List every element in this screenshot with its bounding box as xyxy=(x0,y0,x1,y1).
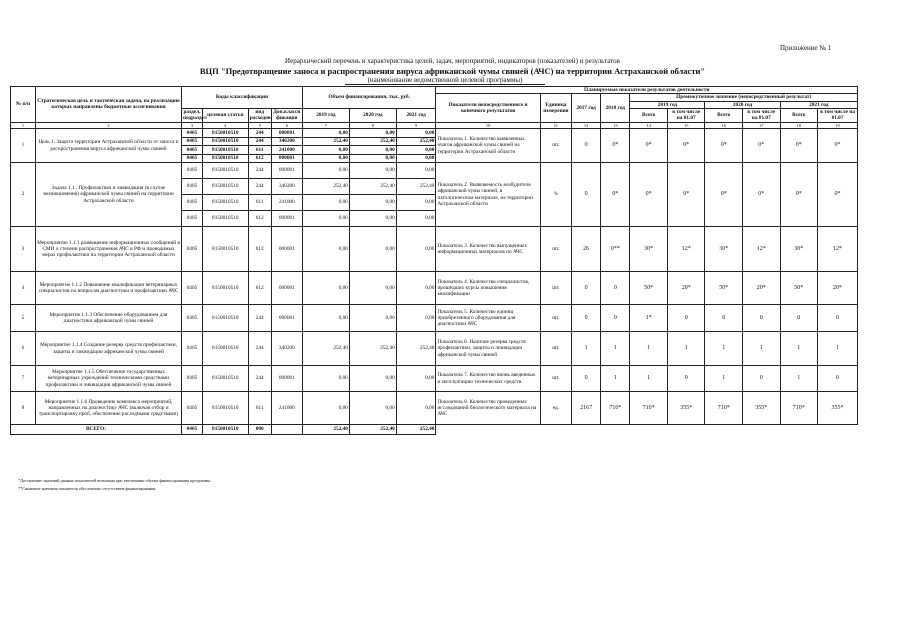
indicator-value: 50* xyxy=(780,272,818,305)
indicator-value: 20* xyxy=(667,272,705,305)
row-number: 3 xyxy=(11,227,36,272)
program-caption: (наименование ведомственной целевой программы) xyxy=(345,76,545,84)
footnote-2: **Снижение значения показателя обусловлено отсутствием финансирования. xyxy=(18,486,157,491)
row-number: 8 xyxy=(11,392,36,425)
indicator-value: 710* xyxy=(601,392,630,425)
financing-cell: 0,00 xyxy=(302,211,349,227)
indicator-value: 0* xyxy=(818,129,858,163)
header-incl-2019: в том числе на 01.07 xyxy=(667,109,705,123)
header-section: раздел, подраздел xyxy=(183,109,207,122)
financing-cell: 0,00 xyxy=(302,154,349,163)
indicator-value: 0 xyxy=(780,305,818,332)
row-number: 1 xyxy=(11,129,36,163)
indicator-value: 0* xyxy=(780,163,818,227)
indicator-value: 0* xyxy=(705,163,743,227)
financing-cell: 252,40 xyxy=(396,179,436,195)
indicator-value: 355* xyxy=(818,392,858,425)
indicator-value: 0 xyxy=(601,305,630,332)
row-goal: Задача 1.1 . Профилактика и ликвидация (в случае возникновения) африканской чумы свиней на территории Астраханской области xyxy=(36,163,182,227)
indicator-value: 1 xyxy=(743,332,781,366)
row-indicator: Показатель 2. Выявляемость возбудителя африканской чумы свиней, в патологическом материале, на территории Астраханской области xyxy=(436,163,540,227)
indicator-value: 1 xyxy=(780,332,818,366)
header-no: № п/п xyxy=(11,87,36,123)
financing-cell: 0,00 xyxy=(302,195,349,211)
row-indicator: Показатель 7. Количество вновь введенных в эксплуатацию технических средств xyxy=(436,366,540,392)
financing-cell: 0,00 xyxy=(302,163,349,179)
header-fin-2021: 2021 год xyxy=(396,109,436,123)
indicator-value: 0* xyxy=(630,163,668,227)
code-cell: 8150010510 xyxy=(202,332,248,366)
code-cell: 0405 xyxy=(182,227,203,272)
code-cell: 8150010510 xyxy=(202,366,248,392)
indicator-value: 710* xyxy=(705,392,743,425)
indicator-value: 0 xyxy=(818,305,858,332)
indicator-value: 0* xyxy=(780,129,818,163)
row-unit: шт. xyxy=(540,227,571,272)
financing-cell: 0,00 xyxy=(349,392,396,425)
financing-cell: 0,00 xyxy=(302,129,349,138)
row-number: 7 xyxy=(11,366,36,392)
financing-cell: 0,00 xyxy=(302,272,349,305)
row-unit: шт. xyxy=(540,366,571,392)
financing-cell: 0,00 xyxy=(396,129,436,138)
code-cell: 241000 xyxy=(271,146,302,155)
financing-cell: 252,40 xyxy=(396,332,436,366)
column-number: 12 xyxy=(572,122,601,128)
code-cell: 8150010510 xyxy=(202,129,248,138)
financing-cell: 0,00 xyxy=(349,129,396,138)
indicator-value: 1 xyxy=(818,332,858,366)
table-row xyxy=(11,129,858,138)
code-cell: 611 xyxy=(248,392,271,425)
total-cell: 252,40 xyxy=(349,425,396,435)
column-number: 10 xyxy=(436,122,540,128)
row-unit: шт. xyxy=(540,332,571,366)
code-cell: 8150010510 xyxy=(202,211,248,227)
column-number: 9 xyxy=(396,122,436,128)
column-number: 3 xyxy=(182,122,203,128)
indicator-value: 1 xyxy=(667,332,705,366)
financing-cell: 0,00 xyxy=(396,305,436,332)
code-cell: 611 xyxy=(248,195,271,211)
indicator-value: 30* xyxy=(630,227,668,272)
code-cell: 8150010510 xyxy=(202,179,248,195)
financing-cell: 0,00 xyxy=(349,227,396,272)
financing-cell: 252,40 xyxy=(302,332,349,366)
indicator-value: 0* xyxy=(667,163,705,227)
header-codes: Коды классификации xyxy=(182,87,303,109)
code-cell: 0405 xyxy=(182,272,203,305)
code-cell: 244 xyxy=(248,305,271,332)
header-unit: Единица измерения xyxy=(540,94,571,122)
financing-cell: 0,00 xyxy=(349,163,396,179)
row-indicator: Показатель 1. Количество выявленных очагов африканской чумы свиней на территории Астраханской области xyxy=(436,129,540,163)
header-total-2020: Всего xyxy=(705,109,743,123)
code-cell: 0405 xyxy=(182,154,203,163)
document-title: ВЦП "Предотвращение заноса и распространения вируса африканской чумы свиней (АЧС) на территории Астраханской области" xyxy=(199,66,706,76)
header-int-2021: 2021 год xyxy=(780,101,857,108)
indicator-value: 0 xyxy=(572,305,601,332)
code-cell: 000001 xyxy=(271,211,302,227)
indicator-value: 0** xyxy=(601,227,630,272)
code-cell: 244 xyxy=(248,366,271,392)
code-cell: 0405 xyxy=(182,195,203,211)
indicator-value: 355* xyxy=(743,392,781,425)
financing-cell: 0,00 xyxy=(349,211,396,227)
row-unit: шт. xyxy=(540,305,571,332)
code-cell: 000001 xyxy=(271,305,302,332)
financing-cell: 252,40 xyxy=(396,137,436,146)
code-cell: 244 xyxy=(248,332,271,366)
indicator-value: 50* xyxy=(630,272,668,305)
indicator-value: 0 xyxy=(818,366,858,392)
row-goal: Мероприятие 1.1.1 размещение информационных сообщений в СМИ о степени распространения АЧС в РФ и проводимых мерах профилактики на территории Астраханской области xyxy=(36,227,182,272)
row-goal: Цель 1. Защита территории Астраханской области от заноса и распространения вируса африканской чумы свиней xyxy=(36,129,182,163)
document-subtitle: Иерархический перечень и характеристика целей, задач, мероприятий, индикаторов (показателей) и результатов xyxy=(285,57,620,65)
financing-cell: 252,40 xyxy=(302,179,349,195)
total-cell: 252,40 xyxy=(396,425,436,435)
indicator-value: 50* xyxy=(705,272,743,305)
code-cell: 000001 xyxy=(271,129,302,138)
financing-cell: 0,00 xyxy=(349,195,396,211)
financing-cell: 0,00 xyxy=(302,366,349,392)
appendix-label: Приложение № 1 xyxy=(780,44,832,52)
row-indicator: Показатель 8. Количество проведенных исследований биологического материала на АЧС xyxy=(436,392,540,425)
row-indicator: Показатель 6. Наличие резерва средств профилактики, защиты и ликвидации африканской чумы свиней xyxy=(436,332,540,366)
financing-cell: 252,40 xyxy=(349,137,396,146)
column-number: 6 xyxy=(271,122,302,128)
header-2017: 2017 год xyxy=(572,94,601,122)
header-fin-2020: 2020 год xyxy=(349,109,396,123)
financing-cell: 252,40 xyxy=(349,332,396,366)
code-cell: 241000 xyxy=(271,392,302,425)
indicator-value: 0 xyxy=(572,272,601,305)
financing-cell: 252,40 xyxy=(349,179,396,195)
code-cell: 612 xyxy=(248,211,271,227)
code-cell: 000001 xyxy=(271,154,302,163)
footnote-1: *Достижение значений данных показателей возможно при увеличении объема финансирования программы. xyxy=(18,478,212,483)
code-cell: 0405 xyxy=(182,366,203,392)
indicator-value: 1 xyxy=(705,366,743,392)
indicator-value: 0 xyxy=(572,366,601,392)
indicator-value: 0* xyxy=(743,163,781,227)
row-goal: Мероприятие 1.1.5 Обеспечение государственных ветеринарных учреждений техническими средствами профилактики и ликвидации африканской чумы свиней xyxy=(36,366,182,392)
indicator-value: 0 xyxy=(743,366,781,392)
indicator-value: 0* xyxy=(705,129,743,163)
row-goal: Мероприятие 1.1.2 Повышение квалификации ветеринарных специалистов по вопросам диагностики и профилактики АЧС xyxy=(36,272,182,305)
code-cell: 0405 xyxy=(182,211,203,227)
code-cell: 8150010510 xyxy=(202,392,248,425)
code-cell: 8150010510 xyxy=(202,137,248,146)
code-cell: 8150010510 xyxy=(202,146,248,155)
header-goal: Стратегическая цель и тактическая задача, на реализацию которых направлены бюджетные ассигнования xyxy=(36,87,182,123)
indicator-value: 0 xyxy=(667,305,705,332)
column-number: 7 xyxy=(302,122,349,128)
indicator-value: 1 xyxy=(630,332,668,366)
code-cell: 244 xyxy=(248,179,271,195)
financing-cell: 0,00 xyxy=(302,146,349,155)
header-2018: 2018 год xyxy=(601,94,630,122)
financing-cell: 0,00 xyxy=(349,272,396,305)
header-intermediate: Промежуточное значение (непосредственный результат) xyxy=(630,94,858,101)
header-target-article: целевая статья xyxy=(202,109,248,123)
indicator-value: 0 xyxy=(572,129,601,163)
row-number: 2 xyxy=(11,163,36,227)
column-number: 15 xyxy=(667,122,705,128)
code-cell: 8150010510 xyxy=(202,272,248,305)
column-number: 13 xyxy=(601,122,630,128)
indicator-value: 0 xyxy=(705,305,743,332)
table-row xyxy=(11,392,858,425)
code-cell: 0405 xyxy=(182,129,203,138)
column-number: 5 xyxy=(248,122,271,128)
code-cell: 8150010510 xyxy=(202,154,248,163)
program-table xyxy=(10,86,858,435)
total-cell: 252,40 xyxy=(302,425,349,435)
column-number: 17 xyxy=(743,122,781,128)
code-cell: 340200 xyxy=(271,179,302,195)
indicator-value: 1 xyxy=(705,332,743,366)
financing-cell: 0,00 xyxy=(302,305,349,332)
code-cell: 612 xyxy=(248,227,271,272)
indicator-value: 1 xyxy=(630,366,668,392)
indicator-value: 1 xyxy=(572,332,601,366)
table-row xyxy=(11,272,858,305)
row-number: 4 xyxy=(11,272,36,305)
financing-cell: 0,00 xyxy=(349,305,396,332)
code-cell: 612 xyxy=(248,154,271,163)
indicator-value: 26 xyxy=(572,227,601,272)
indicator-value: 0 xyxy=(572,163,601,227)
table-row xyxy=(11,163,858,179)
indicator-value: 12* xyxy=(743,227,781,272)
code-cell: 241000 xyxy=(271,195,302,211)
financing-cell: 0,00 xyxy=(396,154,436,163)
total-cell: 8150010510 xyxy=(202,425,248,435)
column-number: 4 xyxy=(202,122,248,128)
indicator-value: 710* xyxy=(630,392,668,425)
column-number: 11 xyxy=(540,122,571,128)
column-number: 1 xyxy=(11,122,36,128)
indicator-value: 0* xyxy=(630,129,668,163)
indicator-value: 0 xyxy=(601,272,630,305)
code-cell: 000001 xyxy=(271,366,302,392)
financing-cell: 0,00 xyxy=(349,366,396,392)
code-cell: 8150010510 xyxy=(202,195,248,211)
table-row xyxy=(11,332,858,366)
header-planned: Планируемые показатели результатов деятельности xyxy=(436,87,858,94)
indicator-value: 0* xyxy=(743,129,781,163)
financing-cell: 0,00 xyxy=(396,392,436,425)
column-number: 16 xyxy=(705,122,743,128)
header-incl-2020: в том числе на 01.07 xyxy=(743,109,781,123)
header-int-2019: 2019 год xyxy=(630,101,705,108)
row-indicator: Показатель 4. Количество специалистов, прошедших курсы повышения квалификации xyxy=(436,272,540,305)
code-cell: 340200 xyxy=(271,137,302,146)
column-number: 14 xyxy=(630,122,668,128)
financing-cell: 0,00 xyxy=(396,195,436,211)
row-unit: шт. xyxy=(540,272,571,305)
financing-cell: 252,40 xyxy=(302,137,349,146)
code-cell: 612 xyxy=(248,272,271,305)
indicator-value: 1* xyxy=(630,305,668,332)
code-cell: 611 xyxy=(248,146,271,155)
indicator-value: 30* xyxy=(705,227,743,272)
header-total-2021: Всего xyxy=(780,109,818,123)
code-cell: 0405 xyxy=(182,305,203,332)
financing-cell: 0,00 xyxy=(302,227,349,272)
financing-cell: 0,00 xyxy=(396,272,436,305)
code-cell: 8150010510 xyxy=(202,227,248,272)
column-number: 8 xyxy=(349,122,396,128)
indicator-value: 0* xyxy=(818,163,858,227)
financing-cell: 0,00 xyxy=(349,154,396,163)
code-cell: 0405 xyxy=(182,332,203,366)
code-cell: 0405 xyxy=(182,179,203,195)
indicator-value: 0 xyxy=(667,366,705,392)
total-cell xyxy=(271,425,302,435)
indicator-value: 20* xyxy=(818,272,858,305)
row-unit: % xyxy=(540,163,571,227)
header-int-2020: 2020 год xyxy=(705,101,780,108)
indicator-value: 0 xyxy=(743,305,781,332)
code-cell: 244 xyxy=(248,129,271,138)
table-row xyxy=(11,305,858,332)
total-label: ВСЕГО: xyxy=(11,425,182,435)
row-goal: Мероприятие 1.1.3 Обеспечение оборудованием для диагностики африканской чумы свиней xyxy=(36,305,182,332)
indicator-value: 1 xyxy=(601,332,630,366)
table-row xyxy=(11,227,858,272)
indicator-value: 1 xyxy=(601,366,630,392)
indicator-value: 2167 xyxy=(572,392,601,425)
code-cell: 244 xyxy=(248,163,271,179)
row-indicator: Показатель 5. Количество единиц приобретенного оборудования для диагностики АЧС xyxy=(436,305,540,332)
table-row xyxy=(11,366,858,392)
financing-cell: 0,00 xyxy=(349,146,396,155)
financing-cell: 0,00 xyxy=(396,163,436,179)
header-indicator: Показатели непосредственного и конечного результатов xyxy=(436,94,540,122)
financing-cell: 0,00 xyxy=(396,146,436,155)
row-goal: Мероприятие 1.1.4 Создание резерва средств профилактики, защиты и ликвидации африканской чумы свиней xyxy=(36,332,182,366)
total-cell: 000 xyxy=(248,425,271,435)
financing-cell: 0,00 xyxy=(396,211,436,227)
indicator-value: 12* xyxy=(667,227,705,272)
code-cell: 000001 xyxy=(271,227,302,272)
indicator-value: 12* xyxy=(818,227,858,272)
header-total-2019: Всего xyxy=(630,109,668,123)
code-cell: 000001 xyxy=(271,163,302,179)
column-number: 2 xyxy=(36,122,182,128)
header-incl-2021: в том числе на 01.07 xyxy=(818,109,858,123)
code-cell: 0405 xyxy=(182,146,203,155)
financing-cell: 0,00 xyxy=(396,366,436,392)
financing-cell: 0,00 xyxy=(396,227,436,272)
header-fin-2019: 2019 год xyxy=(302,109,349,123)
header-extra-class: Доп.класси фикация xyxy=(271,109,302,123)
indicator-value: 0* xyxy=(601,163,630,227)
code-cell: 0405 xyxy=(182,392,203,425)
code-cell: 0405 xyxy=(182,137,203,146)
indicator-value: 0* xyxy=(601,129,630,163)
row-number: 5 xyxy=(11,305,36,332)
column-number: 19 xyxy=(818,122,858,128)
row-unit: ед. xyxy=(540,392,571,425)
row-indicator: Показатель 3. Количество выпущенных информационных материалов по АЧС xyxy=(436,227,540,272)
indicator-value: 0* xyxy=(667,129,705,163)
total-row xyxy=(11,425,858,435)
indicator-value: 1 xyxy=(780,366,818,392)
code-cell: 8150010510 xyxy=(202,163,248,179)
column-number: 18 xyxy=(780,122,818,128)
header-expense-type: вид расходов xyxy=(249,109,271,122)
financing-cell: 0,00 xyxy=(302,392,349,425)
indicator-value: 355* xyxy=(667,392,705,425)
indicator-value: 20* xyxy=(743,272,781,305)
code-cell: 0405 xyxy=(182,163,203,179)
row-unit: шт. xyxy=(540,129,571,163)
header-financing: Объем финансирования, тыс. руб. xyxy=(302,87,436,109)
row-number: 6 xyxy=(11,332,36,366)
total-cell: 0405 xyxy=(182,425,203,435)
row-goal: Мероприятие 1.1.6 Проведение комплекса мероприятий, направленных на диагностику АЧС (включая отбор и транспортировку проб, обеспечение расходными средствами) xyxy=(36,392,182,425)
indicator-value: 710* xyxy=(780,392,818,425)
indicator-value: 30* xyxy=(780,227,818,272)
code-cell: 8150010510 xyxy=(202,305,248,332)
code-cell: 244 xyxy=(248,137,271,146)
code-cell: 340200 xyxy=(271,332,302,366)
code-cell: 000001 xyxy=(271,272,302,305)
